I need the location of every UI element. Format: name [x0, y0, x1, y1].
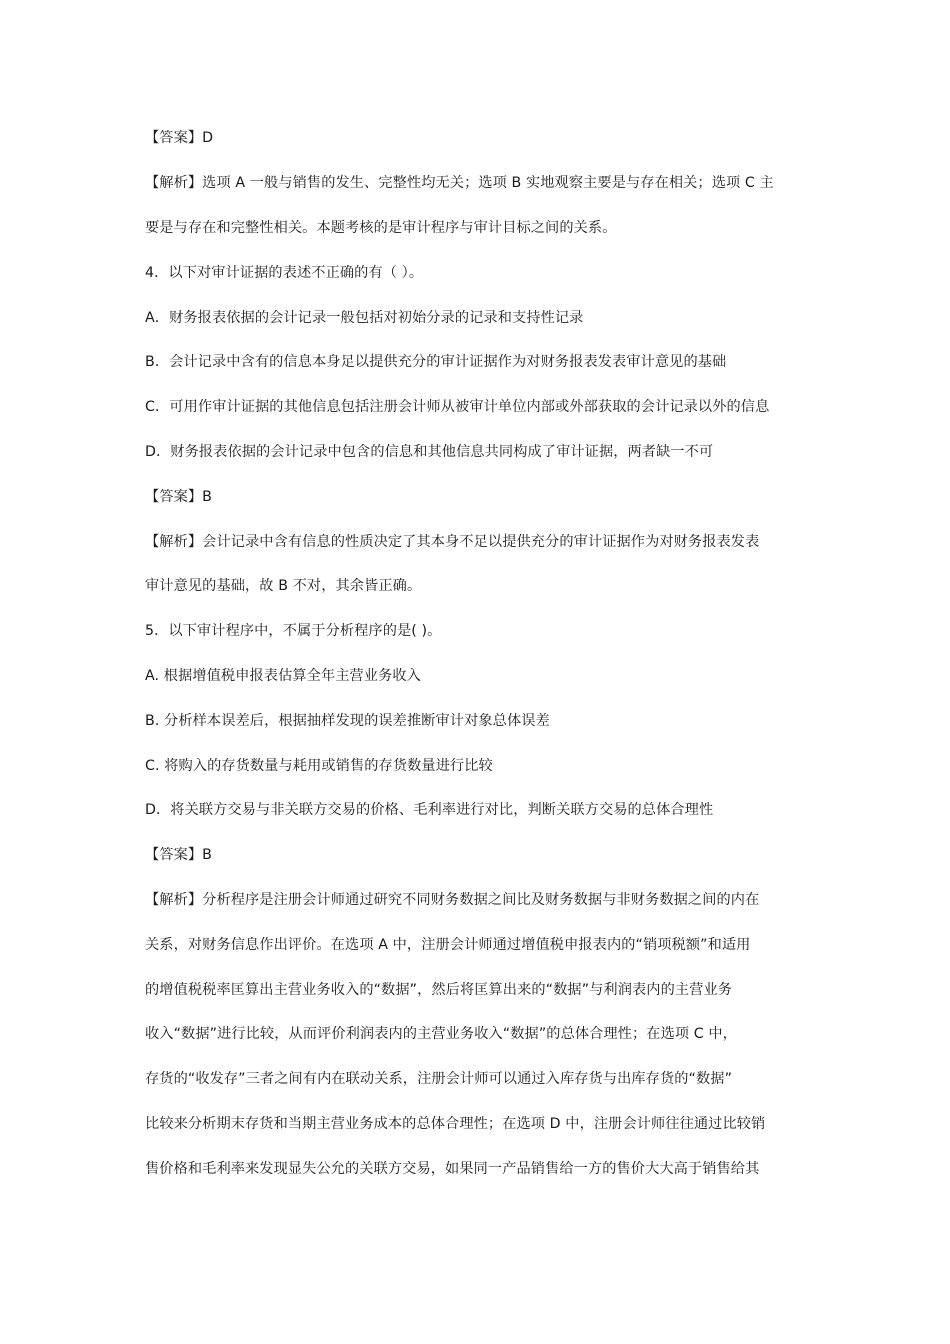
question-5: 5．以下审计程序中，不属于分析程序的是( )。	[145, 623, 442, 639]
question-5-option-d: D．将关联方交易与非关联方交易的价格、毛利率进行对比，判断关联方交易的总体合理性	[145, 802, 714, 818]
explanation-line-5c: 的增值税税率匡算出主营业务收入的“数据”，然后将匡算出来的“数据”与利润表内的主营业务	[145, 982, 733, 998]
question-4: 4．以下对审计证据的表述不正确的有（ ）。	[145, 265, 424, 281]
explanation-line-5d: 收入“数据”进行比较，从而评价利润表内的主营业务收入“数据”的总体合理性；在选项 C 中，	[145, 1026, 737, 1042]
explanation-line-3b: 要是与存在和完整性相关。本题考核的是审计程序与审计目标之间的关系。	[145, 220, 617, 236]
question-4-option-d: D．财务报表依据的会计记录中包含的信息和其他信息共同构成了审计证据，两者缺一不可	[145, 444, 714, 460]
explanation-line-5b: 关系，对财务信息作出评价。在选项 A 中，注册会计师通过增值税申报表内的“销项税额”和适用	[145, 937, 751, 953]
question-4-option-c: C．可用作审计证据的其他信息包括注册会计师从被审计单位内部或外部获取的会计记录以外的信息	[145, 399, 770, 415]
answer-line-3: 【答案】D	[145, 130, 214, 146]
question-4-option-b: B．会计记录中含有的信息本身足以提供充分的审计证据作为对财务报表发表审计意见的基础	[145, 354, 727, 370]
explanation-line-5g: 售价格和毛利率来发现显失公允的关联方交易，如果同一产品销售给一方的售价大大高于销售给其	[145, 1161, 760, 1177]
explanation-line-5e: 存货的“收发存”三者之间有内在联动关系，注册会计师可以通过入库存货与出库存货的“数据”	[145, 1071, 733, 1087]
question-4-option-a: A．财务报表依据的会计记录一般包括对初始分录的记录和支持性记录	[145, 310, 584, 326]
explanation-line-5a: 【解析】分析程序是注册会计师通过研究不同财务数据之间比及财务数据与非财务数据之间的内在	[145, 892, 760, 908]
explanation-line-4b: 审计意见的基础，故 B 不对，其余皆正确。	[145, 578, 422, 594]
explanation-line-4a: 【解析】会计记录中含有信息的性质决定了其本身不足以提供充分的审计证据作为对财务报表发表	[145, 534, 760, 550]
question-5-option-c: C. 将购入的存货数量与耗用或销售的存货数量进行比较	[145, 758, 493, 774]
answer-line-4: 【答案】B	[145, 489, 212, 505]
explanation-line-5f: 比较来分析期末存货和当期主营业务成本的总体合理性；在选项 D 中，注册会计师往往通过比较销	[145, 1116, 766, 1132]
answer-line-5: 【答案】B	[145, 847, 212, 863]
explanation-line-3a: 【解析】选项 A 一般与销售的发生、完整性均无关；选项 B 实地观察主要是与存在相关；选项 C 主	[145, 175, 774, 191]
question-5-option-a: A. 根据增值税申报表估算全年主营业务收入	[145, 668, 421, 684]
question-5-option-b: B. 分析样本误差后，根据抽样发现的误差推断审计对象总体误差	[145, 713, 550, 729]
